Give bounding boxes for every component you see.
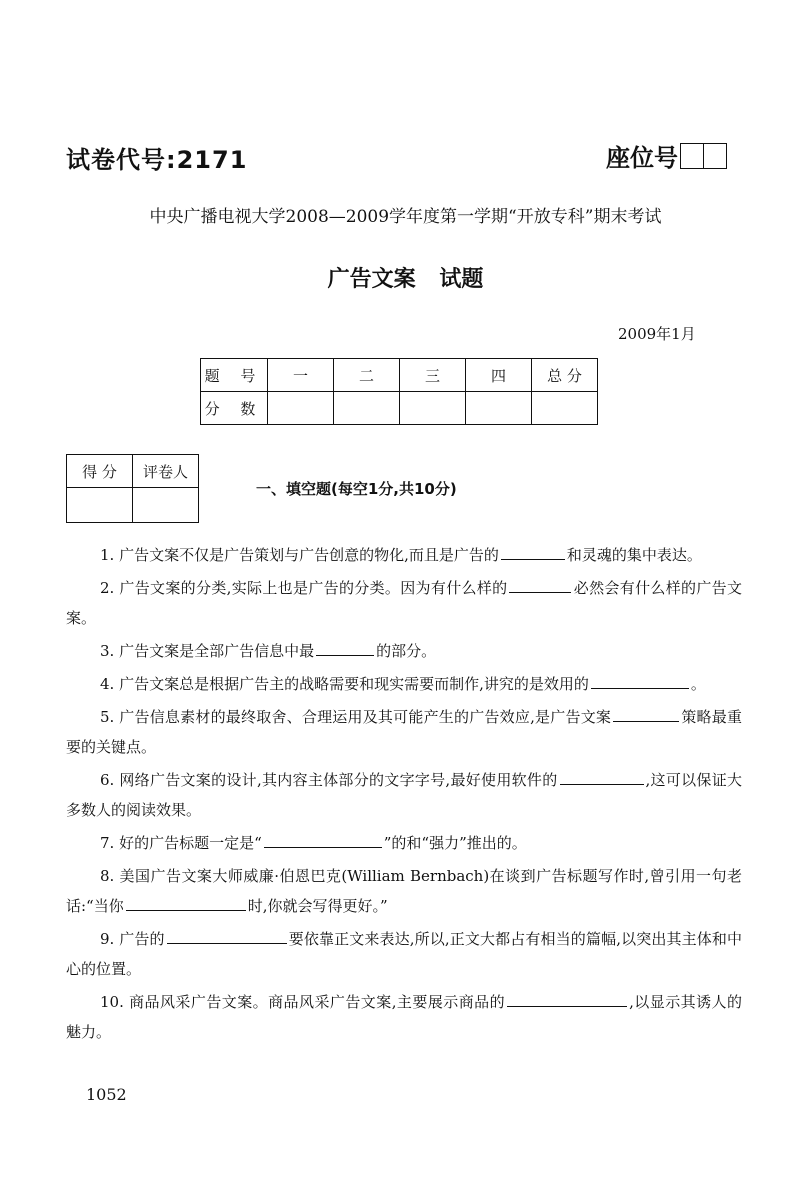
seat-number-boxes <box>680 143 727 169</box>
grader-table <box>66 454 199 523</box>
exam-title: 广告文案 试题 <box>327 267 484 292</box>
question-list <box>66 540 742 1050</box>
score-cell <box>532 392 598 425</box>
table-row <box>201 359 598 392</box>
answer-blank[interactable] <box>560 770 644 785</box>
grader-name-header: 评卷人 <box>133 455 199 488</box>
question-item: 7. 好的广告标题一定是“ ”的和“强力”推出的。 <box>100 834 527 852</box>
answer-blank[interactable] <box>126 896 246 911</box>
answer-blank[interactable] <box>509 578 571 593</box>
exam-date: 2009年1月 <box>618 325 696 343</box>
answer-blank[interactable] <box>507 992 627 1007</box>
table-row <box>67 455 199 488</box>
answer-blank[interactable] <box>167 929 287 944</box>
question-item: 8. 美国广告文案大师威廉·伯恩巴克(William Bernbach)在谈到广告标题写作时,曾引用一句老话:“当你 时,你就会写得更好。” <box>66 867 742 915</box>
grader-score-cell <box>67 488 133 523</box>
question-item: 6. 网络广告文案的设计,其内容主体部分的文字字号,最好使用软件的 ,这可以保证大多数人的阅读效果。 <box>66 771 742 819</box>
row-header-question-number: 题 号 <box>201 359 268 392</box>
table-row <box>67 488 199 523</box>
answer-blank[interactable] <box>501 545 565 560</box>
answer-blank[interactable] <box>613 707 679 722</box>
university-header: 中央广播电视大学2008—2009学年度第一学期“开放专科”期末考试 <box>149 207 662 227</box>
answer-blank[interactable] <box>591 674 689 689</box>
score-cell <box>400 392 466 425</box>
question-item: 3. 广告文案是全部广告信息中最 的部分。 <box>100 642 437 660</box>
question-item: 4. 广告文案总是根据广告主的战略需要和现实需要而制作,讲究的是效用的 。 <box>100 675 706 693</box>
section-title: 一、填空题(每空1分,共10分) <box>256 480 457 498</box>
column-header: 一 <box>268 359 334 392</box>
column-header-total: 总 分 <box>532 359 598 392</box>
grader-score-header: 得 分 <box>67 455 133 488</box>
page-number: 1052 <box>86 1085 127 1104</box>
table-row <box>201 392 598 425</box>
answer-blank[interactable] <box>316 641 374 656</box>
column-header: 二 <box>334 359 400 392</box>
question-item: 9. 广告的 要依靠正文来表达,所以,正文大都占有相当的篇幅,以突出其主体和中心的位置。 <box>66 930 742 978</box>
question-item: 1. 广告文案不仅是广告策划与广告创意的物化,而且是广告的 和灵魂的集中表达。 <box>100 546 702 564</box>
answer-blank[interactable] <box>264 833 382 848</box>
column-header: 四 <box>466 359 532 392</box>
column-header: 三 <box>400 359 466 392</box>
seat-number <box>606 138 727 173</box>
seat-label: 座位号 <box>606 144 678 172</box>
question-item: 10. 商品风采广告文案。商品风采广告文案,主要展示商品的 ,以显示其诱人的魅力。 <box>66 993 742 1041</box>
score-cell <box>334 392 400 425</box>
score-cell <box>268 392 334 425</box>
question-item: 2. 广告文案的分类,实际上也是广告的分类。因为有什么样的 必然会有什么样的广告文案。 <box>66 579 742 627</box>
row-header-score: 分 数 <box>201 392 268 425</box>
question-item: 5. 广告信息素材的最终取舍、合理运用及其可能产生的广告效应,是广告文案 策略最重要的关键点。 <box>66 708 742 756</box>
grader-name-cell <box>133 488 199 523</box>
score-table <box>200 358 598 425</box>
score-cell <box>466 392 532 425</box>
exam-code: 试卷代号:2171 <box>66 146 248 174</box>
